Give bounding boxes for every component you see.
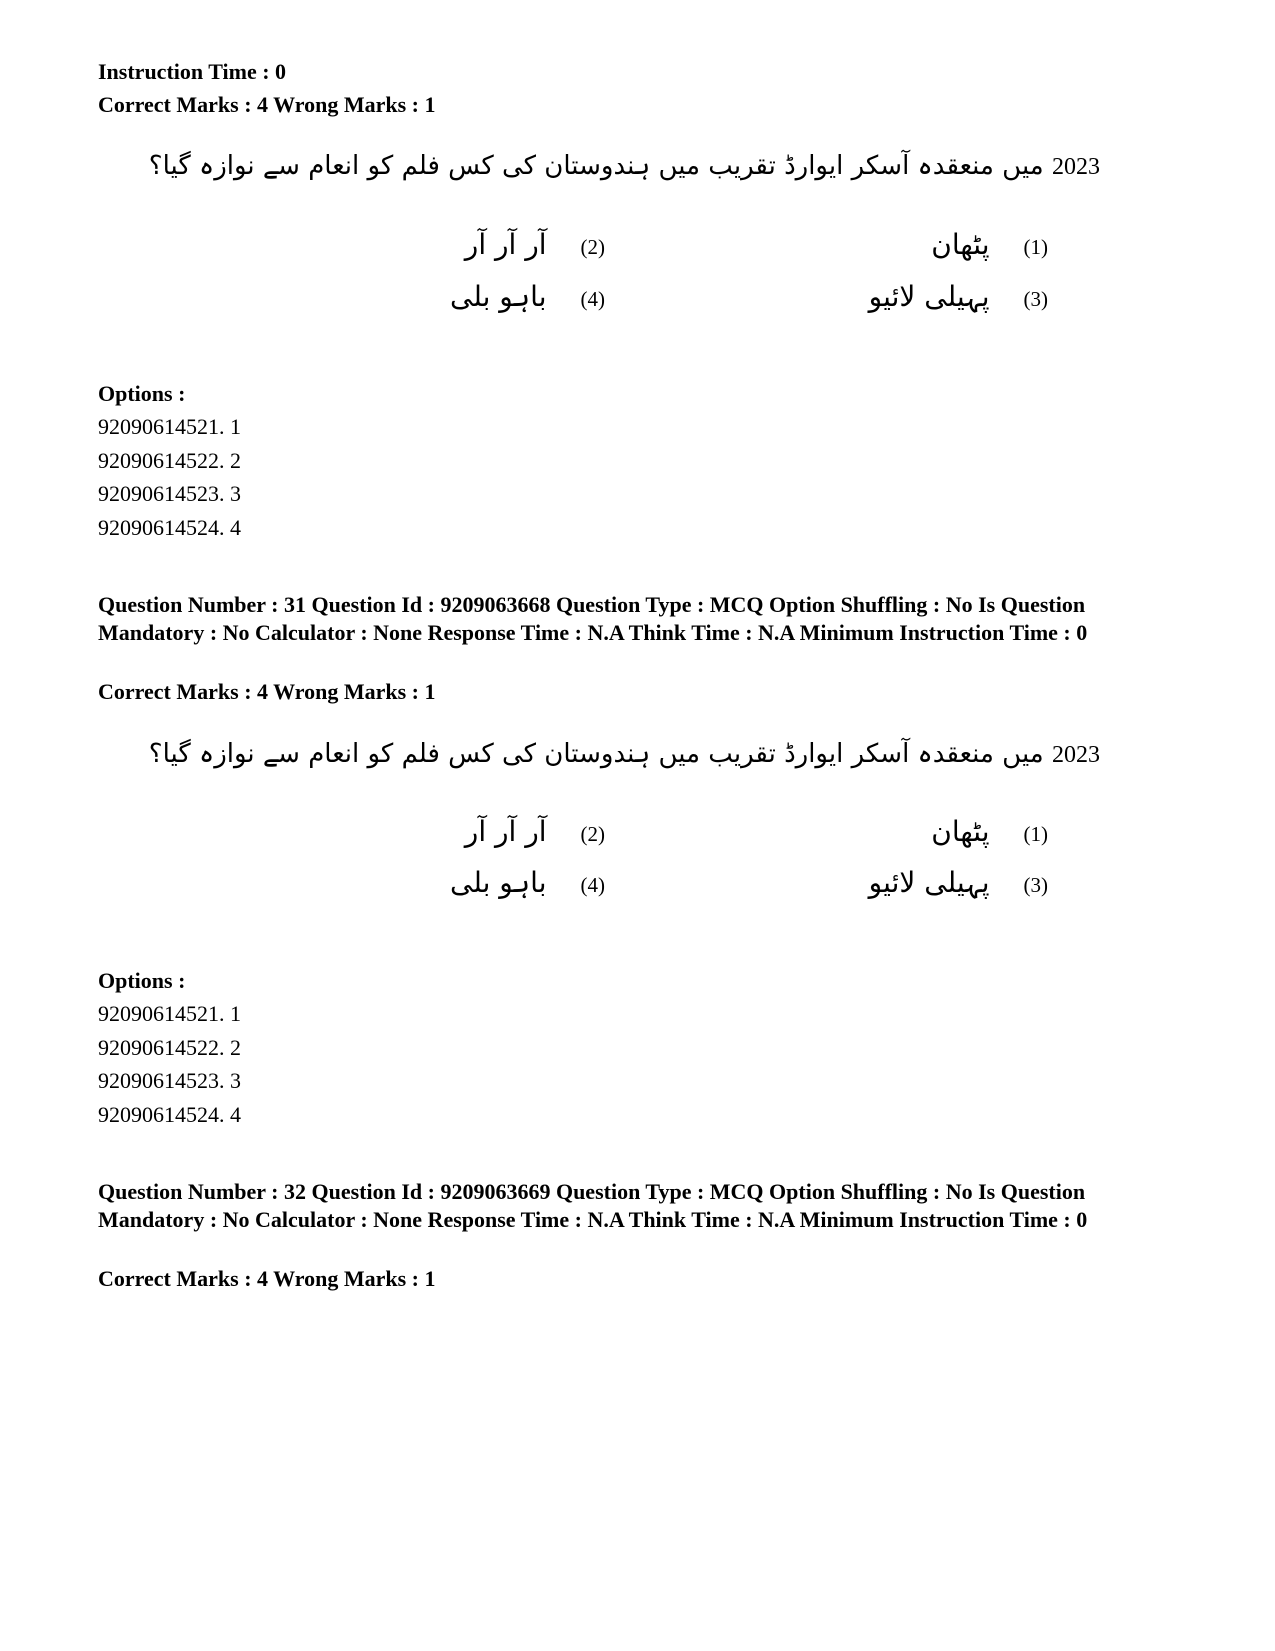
option-item: 92090614524. 4: [98, 1102, 241, 1127]
choice-number: (3): [1023, 287, 1048, 311]
choice-text: آر آر آر: [464, 815, 547, 848]
urdu-question-text: [105, 148, 1100, 185]
choice-number: (3): [1023, 873, 1048, 897]
choice-number: (2): [580, 235, 605, 259]
choice-text: باہو بلی: [450, 866, 547, 899]
choice-2: [465, 228, 605, 261]
choice-text: پہیلی لائیو: [868, 866, 990, 899]
choice-3: [869, 280, 1048, 313]
question-year: 2023: [1052, 154, 1100, 180]
marks-line: Correct Marks : 4 Wrong Marks : 1: [98, 679, 436, 704]
choice-text: پٹھان: [931, 228, 990, 261]
choice-1: [931, 228, 1048, 261]
option-item: 92090614523. 3: [98, 481, 241, 506]
option-item: 92090614521. 1: [98, 1001, 241, 1026]
choice-text: آر آر آر: [464, 228, 547, 261]
choice-4: [450, 866, 605, 899]
question-body: میں منعقدہ آسکر ایوارڈ تقریب میں ہندوستان کی کس فلم کو انعام سے نوازہ گیا؟: [148, 151, 1052, 181]
choice-text: باہو بلی: [450, 280, 547, 313]
marks-line: Correct Marks : 4 Wrong Marks : 1: [98, 92, 436, 117]
option-item: 92090614523. 3: [98, 1068, 241, 1093]
option-item: 92090614522. 2: [98, 1035, 241, 1060]
marks-line: Correct Marks : 4 Wrong Marks : 1: [98, 1266, 436, 1291]
choice-number: (4): [580, 287, 605, 311]
question-year: 2023: [1052, 742, 1100, 768]
instruction-time: Instruction Time : 0: [98, 59, 287, 84]
choice-text: پہیلی لائیو: [868, 280, 990, 313]
choice-3: [869, 866, 1048, 899]
option-item: 92090614521. 1: [98, 414, 241, 439]
choice-number: (2): [580, 822, 605, 846]
question-body: میں منعقدہ آسکر ایوارڈ تقریب میں ہندوستان کی کس فلم کو انعام سے نوازہ گیا؟: [148, 739, 1052, 769]
choice-4: [450, 280, 605, 313]
choice-text: پٹھان: [931, 815, 990, 848]
question-meta: Question Number : 32 Question Id : 9209063669 Question Type : MCQ Option Shuffling : No Is Question Mandatory : No Calculator : None Response Time : N.A Think Time : N.A Minimum Instruction Time : 0: [98, 1179, 1088, 1232]
choice-2: [465, 815, 605, 848]
option-item: 92090614524. 4: [98, 515, 241, 540]
choice-1: [931, 815, 1048, 848]
options-label: Options :: [98, 381, 186, 406]
question-meta: Question Number : 31 Question Id : 9209063668 Question Type : MCQ Option Shuffling : No Is Question Mandatory : No Calculator : None Response Time : N.A Think Time : N.A Minimum Instruction Time : 0: [98, 592, 1088, 645]
choice-number: (4): [580, 873, 605, 897]
option-item: 92090614522. 2: [98, 448, 241, 473]
options-label: Options :: [98, 968, 186, 993]
urdu-question-text: [105, 736, 1100, 773]
choice-number: (1): [1023, 822, 1048, 846]
choice-number: (1): [1023, 235, 1048, 259]
